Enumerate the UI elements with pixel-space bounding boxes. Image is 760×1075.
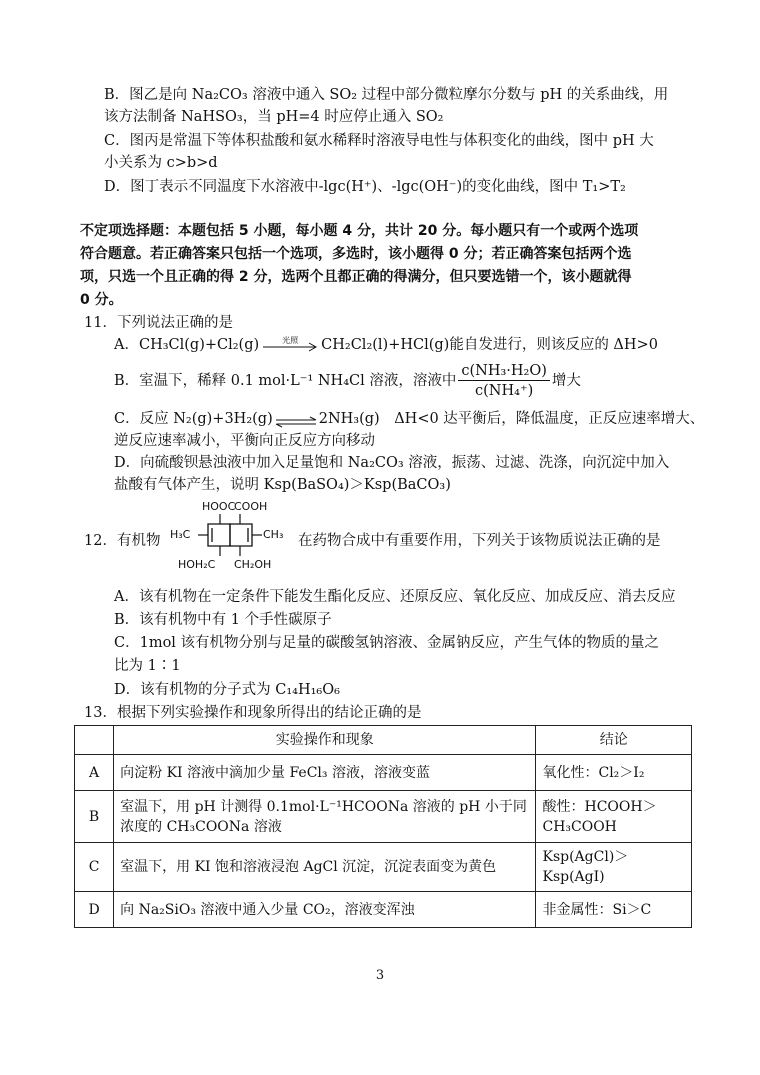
q11-option-d-line2: 盐酸有气体产生，说明 Ksp(BaSO₄)＞Ksp(BaCO₃) (114, 477, 451, 493)
row-option: B (75, 791, 114, 843)
q11-option-a (114, 334, 658, 356)
table-row (75, 892, 692, 928)
label-hoh2c: HOH₂C (178, 558, 216, 571)
prev-option-c-line1: C．图丙是常温下等体积盐酸和氨水稀释时溶液导电性与体积变化的曲线，图中 pH 大 (104, 133, 654, 149)
label-ch2oh: CH₂OH (234, 558, 272, 571)
q11-a-condition: 光照 (282, 336, 299, 345)
row-conclusion: 酸性：HCOOH＞CH₃COOH (536, 791, 692, 843)
table-row (75, 755, 692, 791)
q12-option-c-line1: C．1mol 该有机物分别与足量的碳酸氢钠溶液、金属钠反应，产生气体的物质的量之 (114, 635, 660, 651)
page-number: 3 (375, 968, 385, 983)
row-operation: 向 Na₂SiO₃ 溶液中通入少量 CO₂，溶液变浑浊 (114, 892, 536, 928)
table-row (75, 843, 692, 892)
section-instructions-line2: 符合题意。若正确答案只包括一个选项，多选时，该小题得 0 分；若正确答案包括两个选 (80, 246, 632, 262)
q11-b-text: B．室温下，稀释 0.1 mol·L⁻¹ NH₄Cl 溶液，溶液中 (114, 373, 457, 389)
q11-option-c-line2: 逆反应速率减小，平衡向正反应方向移动 (114, 433, 375, 449)
row-conclusion: Ksp(AgCl)＞Ksp(AgI) (536, 843, 692, 892)
label-ch3: CH₃ (263, 528, 284, 541)
row-conclusion: 氧化性：Cl₂＞I₂ (536, 755, 692, 791)
equilibrium-arrow (274, 413, 318, 425)
q11-stem: 11．下列说法正确的是 (84, 315, 233, 331)
q12-stem-prefix: 12．有机物 (84, 533, 161, 549)
q11-a-products: CH₂Cl₂(l)+HCl(g)能自发进行，则该反应的 ΔH>0 (321, 337, 658, 353)
section-instructions-line1: 不定项选择题：本题包括 5 小题，每小题 4 分，共计 20 分。每小题只有一个或两个选项 (80, 223, 639, 239)
table-row (75, 791, 692, 843)
label-h3c: H₃C (170, 528, 191, 541)
label-hooc: HOOC (202, 500, 236, 513)
q11-b-numerator: c(NH₃·H₂O) (458, 362, 550, 381)
section-instructions-line4: 0 分。 (80, 292, 123, 308)
q11-c-products: 2NH₃(g) ΔH<0 达平衡后，降低温度，正反应速率增大、 (318, 411, 705, 427)
prev-option-b-line1: B．图乙是向 Na₂CO₃ 溶液中通入 SO₂ 过程中部分微粒摩尔分数与 pH 的关系曲线，用 (104, 87, 669, 103)
q12-structure (160, 500, 300, 576)
table-header-row (75, 726, 692, 755)
q11-b-denominator: c(NH₄⁺) (475, 382, 534, 399)
prev-option-c-line2: 小关系为 c>b>d (104, 155, 218, 171)
row-operation: 向淀粉 KI 溶液中滴加少量 FeCl₃ 溶液，溶液变蓝 (114, 755, 536, 791)
header-cell-conclusion: 结论 (536, 726, 692, 755)
q11-a-reactants: A．CH₃Cl(g)+Cl₂(g) (114, 337, 260, 353)
q12-option-d: D．该有机物的分子式为 C₁₄H₁₆O₆ (114, 682, 340, 698)
experiment-table (74, 725, 692, 928)
q11-b-fraction (458, 362, 550, 401)
q12-stem-suffix: 在药物合成中有重要作用，下列关于该物质说法正确的是 (298, 533, 661, 549)
row-option: A (75, 755, 114, 791)
row-option: D (75, 892, 114, 928)
light-arrow (261, 338, 319, 352)
q11-c-reactants: C．反应 N₂(g)+3H₂(g) (114, 411, 273, 427)
prev-option-b-line2: 该方法制备 NaHSO₃，当 pH=4 时应停止通入 SO₂ (104, 109, 444, 125)
q12-option-c-line2: 比为 1∶1 (114, 658, 181, 674)
row-operation: 室温下，用 pH 计测得 0.1mol·L⁻¹HCOONa 溶液的 pH 小于同浓度的 CH₃COONa 溶液 (114, 791, 536, 843)
q11-b-tail: 增大 (551, 373, 581, 389)
prev-option-d: D．图丁表示不同温度下水溶液中-lgc(H⁺)、-lgc(OH⁻)的变化曲线，图中 T₁>T₂ (104, 179, 626, 195)
header-cell-operation: 实验操作和现象 (114, 726, 536, 755)
q12-option-a: A．该有机物在一定条件下能发生酯化反应、还原反应、氧化反应、加成反应、消去反应 (114, 589, 676, 605)
row-conclusion: 非金属性：Si＞C (536, 892, 692, 928)
section-instructions-line3: 项，只选一个且正确的得 2 分，选两个且都正确的得满分，但只要选错一个，该小题就得 (80, 269, 632, 285)
q13-stem: 13．根据下列实验操作和现象所得出的结论正确的是 (84, 705, 422, 721)
q11-option-d-line1: D．向硫酸钡悬浊液中加入足量饱和 Na₂CO₃ 溶液，振荡、过滤、洗涤，向沉淀中加入 (114, 455, 670, 471)
q11-option-c-line1 (114, 408, 704, 430)
label-cooh: COOH (234, 500, 268, 513)
q11-option-b (114, 360, 581, 402)
row-operation: 室温下，用 KI 饱和溶液浸泡 AgCl 沉淀，沉淀表面变为黄色 (114, 843, 536, 892)
q12-option-b: B．该有机物中有 1 个手性碳原子 (114, 612, 332, 628)
header-cell-option (75, 726, 114, 755)
row-option: C (75, 843, 114, 892)
